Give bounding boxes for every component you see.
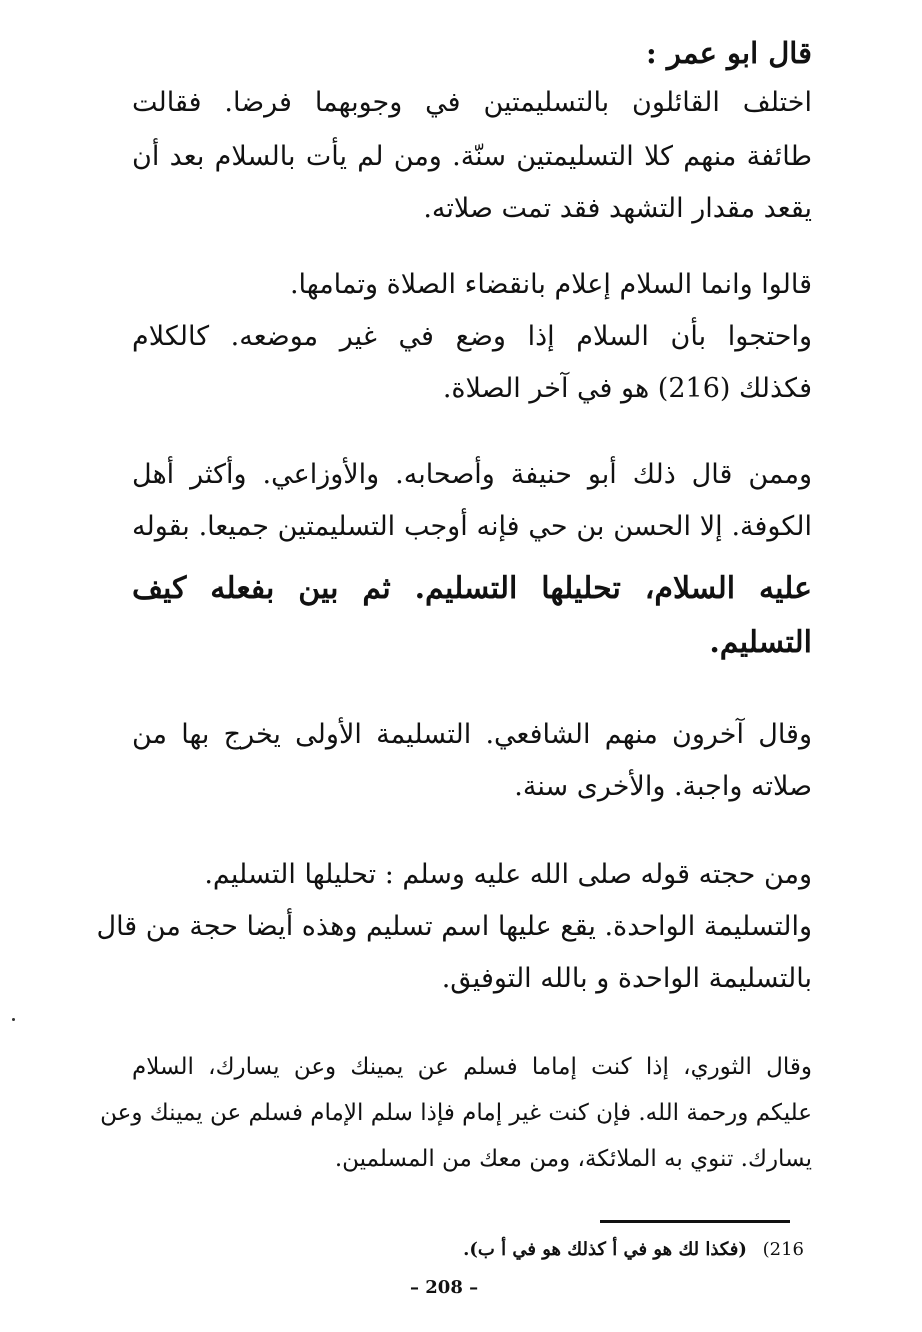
paragraph-1-line-1: اختلف القائلون بالتسليمتين في وجوبهما فرضا. فقالت: [132, 87, 812, 118]
paragraph-2-line-2: واحتجوا بأن السلام إذا وضع في غير موضعه. كالكلام: [132, 321, 812, 352]
paragraph-6-line-2: عليكم ورحمة الله. فإن كنت غير إمام فإذا سلم الإمام فسلم عن يمينك وعن: [100, 1100, 812, 1126]
paragraph-1-line-3: يقعد مقدار التشهد فقد تمت صلاته.: [423, 193, 812, 224]
paragraph-6-line-3: يسارك. تنوي به الملائكة، ومن معك من المسلمين.: [334, 1146, 812, 1172]
paragraph-1-line-2: طائفة منهم كلا التسليمتين سنّة. ومن لم يأت بالسلام بعد أن: [132, 141, 812, 172]
paragraph-2-line-1: قالوا وانما السلام إعلام بانقضاء الصلاة وتمامها.: [289, 269, 812, 300]
paragraph-3-line-2: الكوفة. إلا الحسن بن حي فإنه أوجب التسليمتين جميعا. بقوله: [132, 511, 812, 542]
section-heading: قال ابو عمر :: [646, 36, 812, 70]
footnote-number: 216): [762, 1239, 804, 1260]
paragraph-3-line-1: وممن قال ذلك أبو حنيفة وأصحابه. والأوزاعي. وأكثر أهل: [132, 459, 812, 490]
paragraph-5-line-2: والتسليمة الواحدة. يقع عليها اسم تسليم وهذه أيضا حجة من قال: [96, 911, 812, 942]
footnote: [463, 1238, 804, 1262]
page-number: – 208 –: [410, 1277, 479, 1298]
paragraph-6-line-1: وقال الثوري، إذا كنت إماما فسلم عن يمينك وعن يسارك، السلام: [132, 1054, 812, 1080]
paragraph-5-line-3: بالتسليمة الواحدة و بالله التوفيق.: [441, 963, 812, 994]
scan-speck: [12, 1018, 15, 1021]
footnote-separator: [600, 1220, 790, 1223]
footnote-text: (فكذا لك هو في أ كذلك هو في أ ب).: [463, 1239, 747, 1260]
paragraph-3-line-4: التسليم.: [709, 625, 812, 660]
paragraph-3-line-3: عليه السلام، تحليلها التسليم. ثم بين بفعله كيف: [132, 571, 812, 606]
paragraph-5-line-1: ومن حجته قوله صلى الله عليه وسلم : تحليلها التسليم.: [204, 859, 812, 890]
paragraph-4-line-1: وقال آخرون منهم الشافعي. التسليمة الأولى يخرج بها من: [132, 719, 812, 750]
paragraph-4-line-2: صلاته واجبة. والأخرى سنة.: [514, 771, 812, 802]
paragraph-2-line-3: فكذلك (216) هو في آخر الصلاة.: [442, 373, 812, 404]
